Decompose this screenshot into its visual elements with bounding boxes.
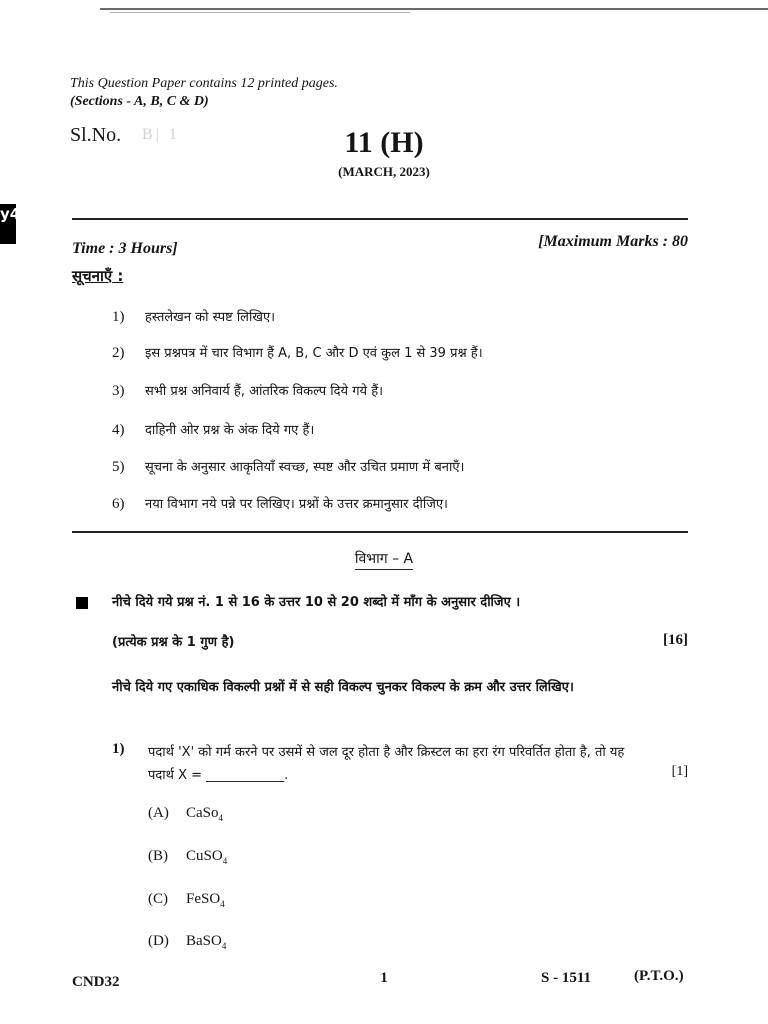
option-subscript: 4: [218, 813, 224, 823]
pto-label: (P.T.O.): [634, 968, 684, 984]
time-label: Time : 3 Hours]: [72, 240, 178, 257]
each-question-mark-note: (प्रत्येक प्रश्न के 1 गुण है): [112, 635, 235, 650]
question-text: [148, 741, 688, 787]
instruction-item: [112, 457, 464, 476]
instruction-text: सभी प्रश्न अनिवार्य हैं, आंतरिक विकल्प दिये गये हैं।: [145, 384, 384, 399]
footer-code-left: CND32: [72, 974, 120, 990]
footer-series-code: S - 1511: [541, 970, 592, 986]
option-formula: CuSO: [186, 848, 223, 864]
max-marks-label: [Maximum Marks : 80: [538, 233, 688, 250]
question-number: 1): [112, 741, 125, 757]
instruction-text: हस्तलेखन को स्पष्ट लिखिए।: [145, 310, 276, 325]
paper-code: 11 (H): [344, 126, 424, 159]
instruction-number: 4): [112, 422, 125, 438]
instruction-text: सूचना के अनुसार आकृतियाँ स्वच्छ, स्पष्ट और उचित प्रमाण में बनाएँ।: [145, 460, 465, 475]
instruction-text: इस प्रश्नपत्र में चार विभाग हैं A, B, C और D एवं कुल 1 से 39 प्रश्न हैं।: [145, 346, 483, 361]
option-label: (A): [148, 805, 169, 821]
top-scan-line: [100, 8, 768, 10]
instruction-item: [112, 494, 448, 513]
instruction-number: 3): [112, 383, 125, 399]
option-c: [148, 891, 225, 909]
instruction-number: 5): [112, 459, 125, 475]
sl-no-value: B| 1: [142, 126, 180, 143]
instruction-number: 1): [112, 309, 125, 325]
option-label: (B): [148, 848, 168, 864]
instruction-item: [112, 381, 383, 400]
pages-note: This Question Paper contains 12 printed pages.: [70, 76, 338, 91]
option-b: [148, 848, 227, 866]
option-subscript: 4: [220, 899, 225, 909]
section-title-text: विभाग – A: [355, 551, 413, 570]
option-subscript: 4: [222, 856, 228, 866]
instruction-item: [112, 343, 483, 362]
sections-note: (Sections - A, B, C & D): [70, 94, 209, 109]
option-a: [148, 805, 223, 823]
question-text-line: पदार्थ 'X' को गर्म करने पर उसमें से जल दूर होता है और क्रिस्टल का हरा रंग परिवर्तित होता है, तो यह: [148, 745, 625, 760]
instruction-number: 2): [112, 345, 125, 361]
sl-no-label: Sl.No.: [70, 124, 122, 146]
option-formula: FeSO: [186, 891, 221, 907]
side-mark: y4: [0, 204, 16, 244]
option-formula: CaSo: [186, 805, 219, 821]
page-number: 1: [380, 970, 388, 986]
top-scan-line-faint: [110, 12, 410, 13]
instruction-item: [112, 420, 314, 439]
section-main-instruction: नीचे दिये गये प्रश्न नं. 1 से 16 के उत्तर 10 से 20 शब्दो में माँग के अनुसार दीजिए ।: [112, 595, 521, 610]
option-label: (C): [148, 891, 168, 907]
instruction-number: 6): [112, 496, 125, 512]
header-rule: [72, 218, 688, 220]
mcq-instruction: नीचे दिये गए एकाधिक विकल्पी प्रश्नों में से सही विकल्प चुनकर विकल्प के क्रम और उत्तर लिखिए।: [112, 680, 574, 695]
question-marks: [1]: [671, 764, 688, 779]
section-title: [0, 549, 768, 568]
option-d: [148, 933, 226, 951]
option-subscript: 4: [221, 941, 227, 951]
section-total-marks: [16]: [663, 632, 688, 648]
instruction-text: दाहिनी ओर प्रश्न के अंक दिये गए हैं।: [145, 423, 315, 438]
question-text-line: पदार्थ X = ____________.: [148, 768, 289, 783]
instruction-text: नया विभाग नये पन्ने पर लिखिए। प्रश्नों के उत्तर क्रमानुसार दीजिए।: [145, 497, 448, 512]
instructions-rule: [72, 531, 688, 533]
option-label: (D): [148, 933, 169, 949]
exam-date: (MARCH, 2023): [338, 164, 430, 179]
option-formula: BaSO: [186, 933, 222, 949]
square-bullet-icon: [76, 597, 88, 609]
instruction-item: [112, 307, 275, 326]
instructions-heading: सूचनाएँ :: [72, 267, 124, 285]
